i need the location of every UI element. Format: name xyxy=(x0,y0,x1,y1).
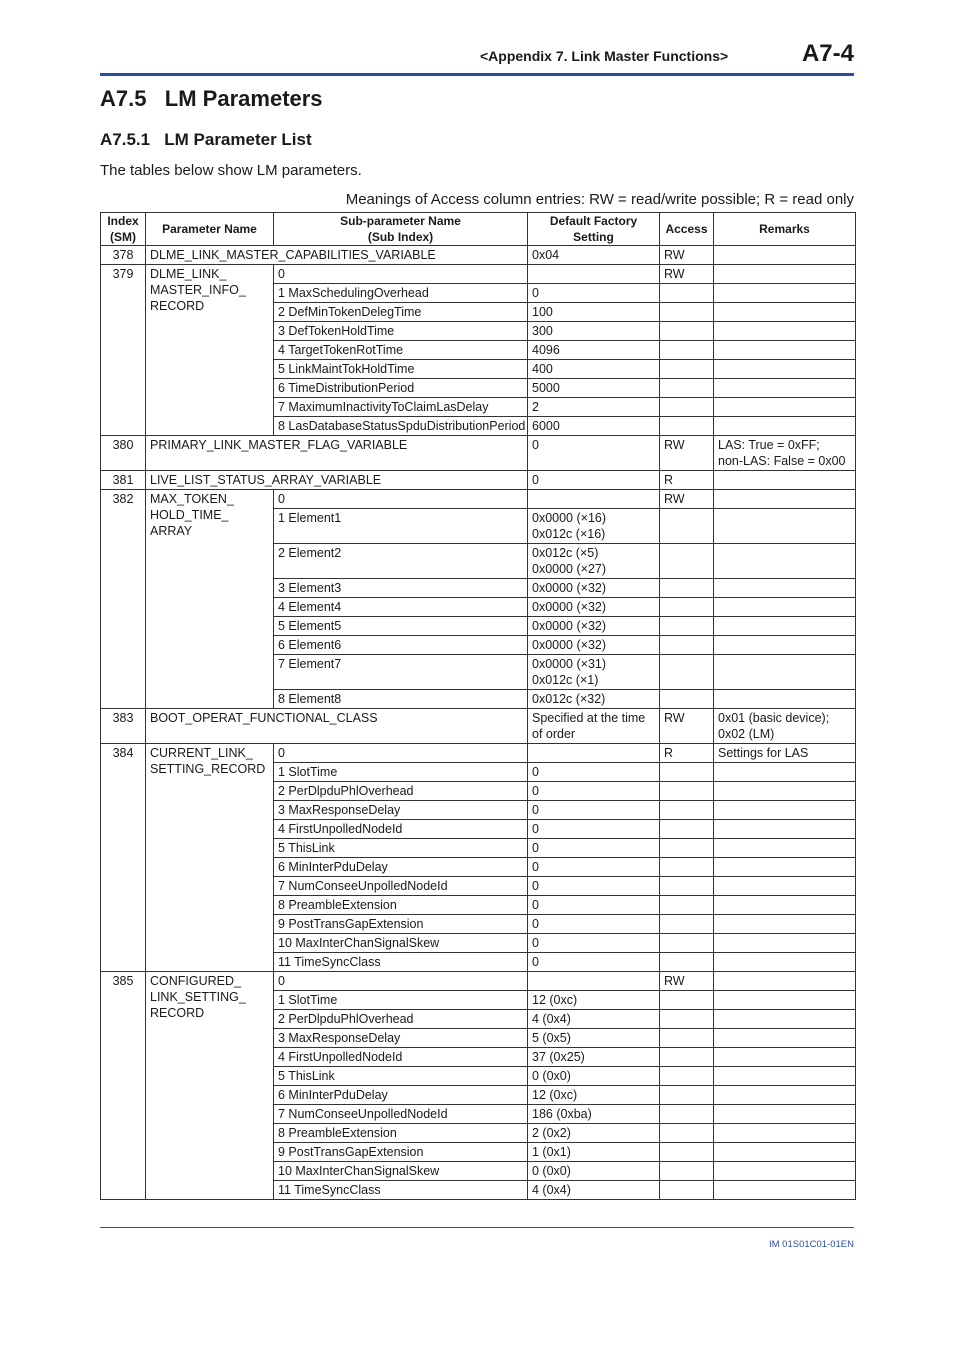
header-default: Default Factory Setting xyxy=(528,213,660,246)
access-cell: R xyxy=(660,471,714,490)
sub-parameter-cell: 8 PreambleExtension xyxy=(274,1124,528,1143)
default-setting-cell: 12 (0xc) xyxy=(528,991,660,1010)
sub-parameter-cell: 8 PreambleExtension xyxy=(274,896,528,915)
default-setting-cell: 0x0000 (×16) 0x012c (×16) xyxy=(528,509,660,544)
header-parameter-name: Parameter Name xyxy=(146,213,274,246)
remarks-cell xyxy=(714,858,856,877)
remarks-cell: LAS: True = 0xFF; non-LAS: False = 0x00 xyxy=(714,436,856,471)
default-setting-cell: 5000 xyxy=(528,379,660,398)
remarks-cell xyxy=(714,820,856,839)
remarks-cell xyxy=(714,360,856,379)
sub-parameter-cell: 0 xyxy=(274,490,528,509)
sub-parameter-cell: 4 Element4 xyxy=(274,598,528,617)
remarks-cell xyxy=(714,636,856,655)
default-setting-cell: 12 (0xc) xyxy=(528,1086,660,1105)
remarks-cell xyxy=(714,398,856,417)
table-row xyxy=(101,744,856,763)
access-cell: RW xyxy=(660,265,714,284)
remarks-cell xyxy=(714,471,856,490)
access-cell: R xyxy=(660,744,714,763)
sub-parameter-cell: 5 ThisLink xyxy=(274,1067,528,1086)
sub-parameter-cell: 6 MinInterPduDelay xyxy=(274,858,528,877)
access-cell xyxy=(660,820,714,839)
sub-parameter-cell: 1 SlotTime xyxy=(274,991,528,1010)
access-cell xyxy=(660,417,714,436)
remarks-cell xyxy=(714,801,856,820)
access-cell xyxy=(660,509,714,544)
parameter-name-cell: MAX_TOKEN_ HOLD_TIME_ ARRAY xyxy=(146,490,274,709)
access-cell xyxy=(660,398,714,417)
default-setting-cell: 2 (0x2) xyxy=(528,1124,660,1143)
sub-parameter-cell: 8 Element8 xyxy=(274,690,528,709)
default-setting-cell: 5 (0x5) xyxy=(528,1029,660,1048)
remarks-cell xyxy=(714,1181,856,1200)
access-cell xyxy=(660,1124,714,1143)
access-cell xyxy=(660,915,714,934)
remarks-cell xyxy=(714,655,856,690)
table-row xyxy=(101,972,856,991)
default-setting-cell xyxy=(528,744,660,763)
default-setting-cell: 0 xyxy=(528,858,660,877)
access-cell: RW xyxy=(660,709,714,744)
remarks-cell xyxy=(714,265,856,284)
default-setting-cell: 0 xyxy=(528,471,660,490)
remarks-cell xyxy=(714,896,856,915)
default-setting-cell: 0x0000 (×32) xyxy=(528,579,660,598)
sub-parameter-cell: 5 LinkMaintTokHoldTime xyxy=(274,360,528,379)
sub-parameter-cell: 5 ThisLink xyxy=(274,839,528,858)
access-cell xyxy=(660,690,714,709)
default-setting-cell: 1 (0x1) xyxy=(528,1143,660,1162)
default-setting-cell: 2 xyxy=(528,398,660,417)
index-cell: 384 xyxy=(101,744,146,972)
remarks-cell xyxy=(714,544,856,579)
remarks-cell xyxy=(714,617,856,636)
sub-parameter-cell: 6 TimeDistributionPeriod xyxy=(274,379,528,398)
default-setting-cell: 0 xyxy=(528,896,660,915)
sub-parameter-cell: 3 MaxResponseDelay xyxy=(274,801,528,820)
default-setting-cell: 0x012c (×5) 0x0000 (×27) xyxy=(528,544,660,579)
access-cell xyxy=(660,1029,714,1048)
default-setting-cell: 4 (0x4) xyxy=(528,1181,660,1200)
remarks-cell xyxy=(714,1105,856,1124)
default-setting-cell: 0 xyxy=(528,436,660,471)
remarks-cell xyxy=(714,1162,856,1181)
remarks-cell xyxy=(714,1086,856,1105)
default-setting-cell: 0 xyxy=(528,782,660,801)
access-cell xyxy=(660,1010,714,1029)
footer-doc-id: IM 01S01C01-01EN xyxy=(768,1239,854,1250)
default-setting-cell: 0 xyxy=(528,953,660,972)
default-setting-cell: 186 (0xba) xyxy=(528,1105,660,1124)
table-body xyxy=(101,246,856,1200)
sub-parameter-cell: 3 MaxResponseDelay xyxy=(274,1029,528,1048)
index-cell: 383 xyxy=(101,709,146,744)
table-row xyxy=(101,246,856,265)
index-cell: 382 xyxy=(101,490,146,709)
intro-text: The tables below show LM parameters. xyxy=(100,162,362,179)
remarks-cell xyxy=(714,934,856,953)
default-setting-cell: 0 xyxy=(528,763,660,782)
remarks-cell xyxy=(714,763,856,782)
access-cell xyxy=(660,1086,714,1105)
header-index: Index (SM) xyxy=(101,213,146,246)
sub-parameter-cell: 11 TimeSyncClass xyxy=(274,1181,528,1200)
default-setting-cell: 0 (0x0) xyxy=(528,1067,660,1086)
access-cell xyxy=(660,284,714,303)
remarks-cell xyxy=(714,379,856,398)
remarks-cell xyxy=(714,915,856,934)
access-cell xyxy=(660,953,714,972)
sub-parameter-cell: 1 MaxSchedulingOverhead xyxy=(274,284,528,303)
sub-parameter-cell: 7 Element7 xyxy=(274,655,528,690)
access-cell xyxy=(660,1181,714,1200)
remarks-cell xyxy=(714,322,856,341)
sub-parameter-cell: 4 TargetTokenRotTime xyxy=(274,341,528,360)
sub-parameter-cell: 7 NumConseeUnpolledNodeId xyxy=(274,1105,528,1124)
default-setting-cell: 4 (0x4) xyxy=(528,1010,660,1029)
remarks-cell xyxy=(714,579,856,598)
remarks-cell xyxy=(714,953,856,972)
default-setting-cell: 0x0000 (×32) xyxy=(528,617,660,636)
default-setting-cell: Specified at the time of order xyxy=(528,709,660,744)
remarks-cell xyxy=(714,1124,856,1143)
parameter-name-cell: DLME_LINK_MASTER_CAPABILITIES_VARIABLE xyxy=(146,246,528,265)
access-cell: RW xyxy=(660,972,714,991)
remarks-cell xyxy=(714,1143,856,1162)
access-cell xyxy=(660,617,714,636)
table-row xyxy=(101,471,856,490)
sub-parameter-cell: 0 xyxy=(274,265,528,284)
remarks-cell: 0x01 (basic device); 0x02 (LM) xyxy=(714,709,856,744)
parameter-name-cell: PRIMARY_LINK_MASTER_FLAG_VARIABLE xyxy=(146,436,528,471)
default-setting-cell xyxy=(528,265,660,284)
table-row xyxy=(101,436,856,471)
default-setting-cell: 100 xyxy=(528,303,660,322)
remarks-cell xyxy=(714,417,856,436)
sub-parameter-cell: 2 Element2 xyxy=(274,544,528,579)
access-cell xyxy=(660,544,714,579)
index-cell: 379 xyxy=(101,265,146,436)
access-cell xyxy=(660,341,714,360)
subsection-title: A7.5.1 LM Parameter List xyxy=(100,130,312,149)
access-cell xyxy=(660,1048,714,1067)
parameter-name-cell: BOOT_OPERAT_FUNCTIONAL_CLASS xyxy=(146,709,528,744)
remarks-cell: Settings for LAS xyxy=(714,744,856,763)
remarks-cell xyxy=(714,1010,856,1029)
access-cell xyxy=(660,896,714,915)
remarks-cell xyxy=(714,1048,856,1067)
default-setting-cell: 400 xyxy=(528,360,660,379)
sub-parameter-cell: 11 TimeSyncClass xyxy=(274,953,528,972)
access-cell xyxy=(660,858,714,877)
parameter-name-cell: CURRENT_LINK_ SETTING_RECORD xyxy=(146,744,274,972)
sub-parameter-cell: 1 Element1 xyxy=(274,509,528,544)
default-setting-cell: 0x04 xyxy=(528,246,660,265)
remarks-cell xyxy=(714,509,856,544)
default-setting-cell: 0 xyxy=(528,915,660,934)
access-legend-note: Meanings of Access column entries: RW = read/write possible; R = read only xyxy=(345,191,854,208)
default-setting-cell: 0 xyxy=(528,839,660,858)
sub-parameter-cell: 6 MinInterPduDelay xyxy=(274,1086,528,1105)
remarks-cell xyxy=(714,341,856,360)
default-setting-cell: 0x0000 (×31) 0x012c (×1) xyxy=(528,655,660,690)
default-setting-cell: 300 xyxy=(528,322,660,341)
sub-parameter-cell: 2 PerDlpduPhlOverhead xyxy=(274,1010,528,1029)
remarks-cell xyxy=(714,303,856,322)
access-cell xyxy=(660,598,714,617)
parameter-name-cell: LIVE_LIST_STATUS_ARRAY_VARIABLE xyxy=(146,471,528,490)
default-setting-cell xyxy=(528,490,660,509)
default-setting-cell: 0 xyxy=(528,934,660,953)
sub-parameter-cell: 2 DefMinTokenDelegTime xyxy=(274,303,528,322)
remarks-cell xyxy=(714,1067,856,1086)
default-setting-cell: 0 (0x0) xyxy=(528,1162,660,1181)
table-header-row xyxy=(101,213,856,246)
default-setting-cell: 0 xyxy=(528,801,660,820)
sub-parameter-cell: 2 PerDlpduPhlOverhead xyxy=(274,782,528,801)
index-cell: 378 xyxy=(101,246,146,265)
sub-parameter-cell: 0 xyxy=(274,972,528,991)
section-title: A7.5 LM Parameters xyxy=(100,86,323,111)
access-cell xyxy=(660,360,714,379)
remarks-cell xyxy=(714,690,856,709)
default-setting-cell: 0x012c (×32) xyxy=(528,690,660,709)
sub-parameter-cell: 3 DefTokenHoldTime xyxy=(274,322,528,341)
access-cell xyxy=(660,379,714,398)
index-cell: 380 xyxy=(101,436,146,471)
footer-rule xyxy=(100,1227,854,1228)
sub-parameter-cell: 5 Element5 xyxy=(274,617,528,636)
remarks-cell xyxy=(714,991,856,1010)
access-cell xyxy=(660,877,714,896)
table-row xyxy=(101,709,856,744)
remarks-cell xyxy=(714,1029,856,1048)
access-cell xyxy=(660,579,714,598)
access-cell xyxy=(660,1105,714,1124)
access-cell xyxy=(660,782,714,801)
page-number: A7-4 xyxy=(801,40,854,67)
access-cell xyxy=(660,801,714,820)
access-cell xyxy=(660,636,714,655)
sub-parameter-cell: 8 LasDatabaseStatusSpduDistributionPeriod xyxy=(274,417,528,436)
sub-parameter-cell: 6 Element6 xyxy=(274,636,528,655)
remarks-cell xyxy=(714,490,856,509)
default-setting-cell: 0x0000 (×32) xyxy=(528,598,660,617)
access-cell xyxy=(660,763,714,782)
table-row xyxy=(101,490,856,509)
lm-parameter-table xyxy=(100,212,856,1200)
table-row xyxy=(101,265,856,284)
access-cell: RW xyxy=(660,490,714,509)
parameter-name-cell: DLME_LINK_ MASTER_INFO_ RECORD xyxy=(146,265,274,436)
access-cell xyxy=(660,322,714,341)
access-cell xyxy=(660,991,714,1010)
access-cell xyxy=(660,934,714,953)
header-title: <Appendix 7. Link Master Functions> xyxy=(480,48,729,64)
default-setting-cell xyxy=(528,972,660,991)
sub-parameter-cell: 1 SlotTime xyxy=(274,763,528,782)
index-cell: 385 xyxy=(101,972,146,1200)
parameter-name-cell: CONFIGURED_ LINK_SETTING_ RECORD xyxy=(146,972,274,1200)
sub-parameter-cell: 7 MaximumInactivityToClaimLasDelay xyxy=(274,398,528,417)
default-setting-cell: 37 (0x25) xyxy=(528,1048,660,1067)
access-cell xyxy=(660,1067,714,1086)
default-setting-cell: 0 xyxy=(528,877,660,896)
remarks-cell xyxy=(714,284,856,303)
access-cell: RW xyxy=(660,246,714,265)
access-cell xyxy=(660,303,714,322)
access-cell xyxy=(660,1162,714,1181)
access-cell xyxy=(660,839,714,858)
sub-parameter-cell: 3 Element3 xyxy=(274,579,528,598)
sub-parameter-cell: 4 FirstUnpolledNodeId xyxy=(274,820,528,839)
remarks-cell xyxy=(714,972,856,991)
sub-parameter-cell: 4 FirstUnpolledNodeId xyxy=(274,1048,528,1067)
index-cell: 381 xyxy=(101,471,146,490)
access-cell: RW xyxy=(660,436,714,471)
sub-parameter-cell: 9 PostTransGapExtension xyxy=(274,915,528,934)
header-sub-parameter: Sub-parameter Name (Sub Index) xyxy=(274,213,528,246)
remarks-cell xyxy=(714,598,856,617)
sub-parameter-cell: 0 xyxy=(274,744,528,763)
header-remarks: Remarks xyxy=(714,213,856,246)
remarks-cell xyxy=(714,839,856,858)
default-setting-cell: 0 xyxy=(528,284,660,303)
default-setting-cell: 6000 xyxy=(528,417,660,436)
header-access: Access xyxy=(660,213,714,246)
sub-parameter-cell: 10 MaxInterChanSignalSkew xyxy=(274,934,528,953)
default-setting-cell: 0 xyxy=(528,820,660,839)
default-setting-cell: 0x0000 (×32) xyxy=(528,636,660,655)
sub-parameter-cell: 7 NumConseeUnpolledNodeId xyxy=(274,877,528,896)
remarks-cell xyxy=(714,246,856,265)
remarks-cell xyxy=(714,782,856,801)
header-rule xyxy=(100,73,854,76)
access-cell xyxy=(660,1143,714,1162)
access-cell xyxy=(660,655,714,690)
sub-parameter-cell: 10 MaxInterChanSignalSkew xyxy=(274,1162,528,1181)
remarks-cell xyxy=(714,877,856,896)
sub-parameter-cell: 9 PostTransGapExtension xyxy=(274,1143,528,1162)
default-setting-cell: 4096 xyxy=(528,341,660,360)
